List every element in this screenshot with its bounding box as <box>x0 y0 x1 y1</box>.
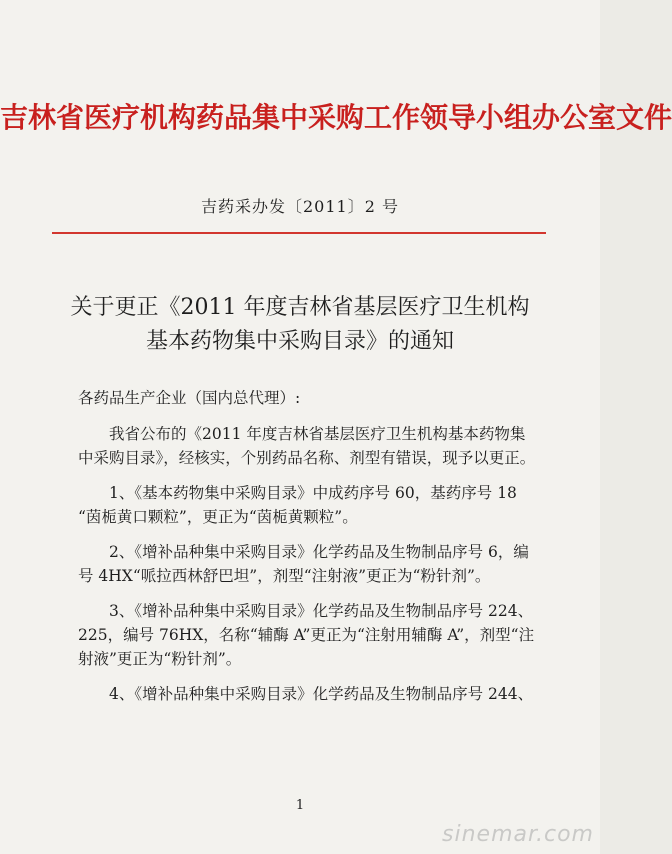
document-number: 吉药采办发〔2011〕2 号 <box>201 197 399 216</box>
watermark: sinemar.com <box>442 822 594 847</box>
page-number: 1 <box>295 798 305 813</box>
salutation: 各药品生产企业（国内总代理）: <box>78 389 301 407</box>
paragraph-item-3: 3、《增补品种集中采购目录》化学药品及生物制品序号 224、225，编号 76HX，名称“辅酶 A”更正为“注射用辅酶 A”，剂型“注射液”更正为“粉针剂”。 <box>78 602 535 668</box>
notice-title-line-2: 基本药物集中采购目录》的通知 <box>145 329 454 354</box>
red-divider <box>52 232 546 234</box>
paragraph-item-4: 4、《增补品种集中采购目录》化学药品及生物制品序号 244、 <box>109 685 534 703</box>
document-header-title: 吉林省医疗机构药品集中采购工作领导小组办公室文件 <box>0 101 672 134</box>
paragraph-item-2: 2、《增补品种集中采购目录》化学药品及生物制品序号 6，编号 4HX“哌拉西林舒巴坦”，剂型“注射液”更正为“粉针剂”。 <box>78 543 529 585</box>
notice-body <box>78 386 540 717</box>
paragraph-intro: 我省公布的《2011 年度吉林省基层医疗卫生机构基本药物集中采购目录》，经核实，个别药品名称、剂型有错误，现予以更正。 <box>78 425 536 467</box>
paragraph-item-1: 1、《基本药物集中采购目录》中成药序号 60，基药序号 18 “茵栀黄口颗粒”，更正为“茵栀黄颗粒”。 <box>78 484 517 526</box>
notice-title <box>0 291 600 359</box>
notice-title-line-1: 关于更正《2011 年度吉林省基层医疗卫生机构 <box>70 295 530 320</box>
